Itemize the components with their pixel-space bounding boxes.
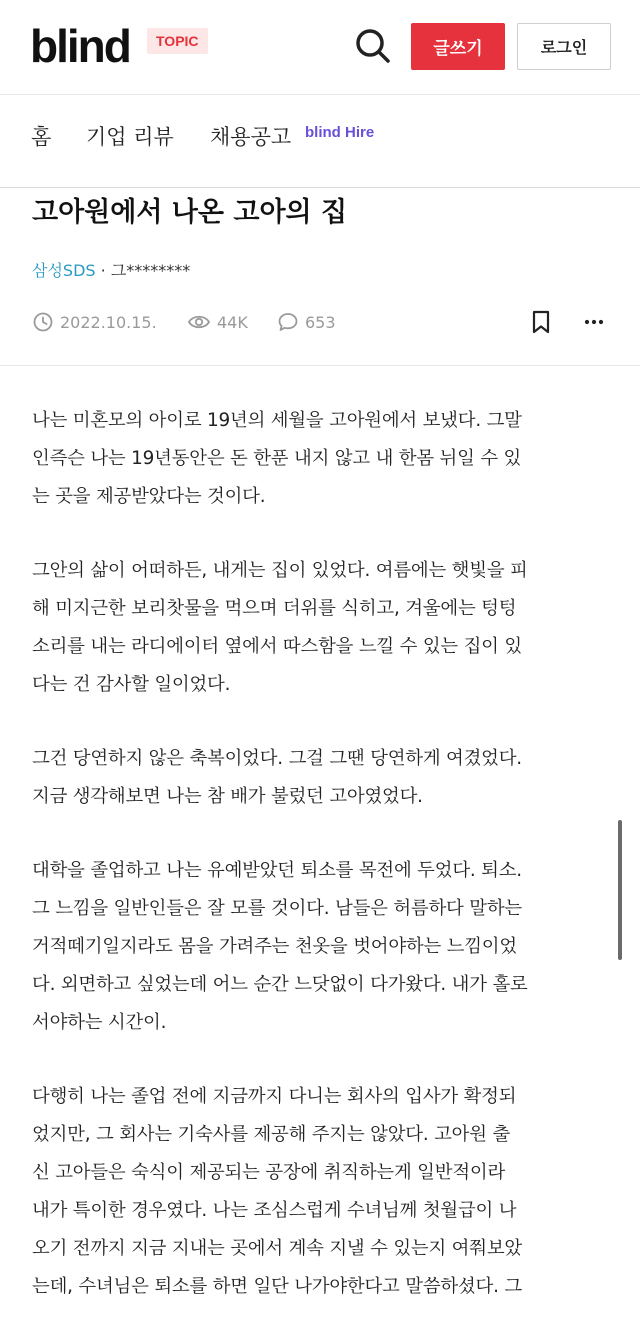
post-line: 인즉슨 나는 19년동안은 돈 한푼 내지 않고 내 한몸 뉘일 수 있 — [32, 448, 522, 469]
topic-badge[interactable]: TOPIC — [147, 28, 208, 54]
post-line: 그안의 삶이 어떠하든, 내게는 집이 있었다. 여름에는 햇빛을 피 — [32, 560, 528, 581]
post-views — [187, 308, 248, 336]
author-separator: · — [95, 261, 111, 280]
post-line: 거적떼기일지라도 몸을 가려주는 천옷을 벗어야하는 느낌이었 — [32, 936, 517, 957]
nav-item-jobs[interactable]: 채용공고 — [210, 125, 292, 149]
blind-hire-tag[interactable]: blind Hire — [305, 124, 375, 141]
post-title: 고아원에서 나온 고아의 집 — [32, 197, 348, 228]
post-line: 다는 건 감사할 일이었다. — [32, 674, 231, 695]
company-link[interactable]: 삼성SDS — [32, 261, 96, 280]
post-paragraph — [32, 1078, 612, 1306]
post-line: 대학을 졸업하고 나는 유예받았던 퇴소를 목전에 두었다. 퇴소. — [32, 860, 522, 881]
post-line: 오기 전까지 지금 지내는 곳에서 계속 지낼 수 있는지 여쭤보았 — [32, 1238, 522, 1259]
comment-icon — [277, 311, 299, 333]
post-comments-text: 653 — [305, 312, 336, 332]
post-paragraph — [32, 402, 612, 516]
post-line: 신 고아들은 숙식이 제공되는 공장에 취직하는게 일반적이라 — [32, 1162, 506, 1183]
post-date — [32, 308, 157, 336]
post-line: 서야하는 시간이. — [32, 1012, 167, 1033]
page-scrollbar[interactable] — [618, 820, 622, 960]
login-button[interactable]: 로그인 — [517, 23, 611, 70]
bookmark-icon[interactable] — [530, 310, 552, 334]
post-date-text: 2022.10.15. — [60, 312, 157, 332]
post-line: 소리를 내는 라디에이터 옆에서 따스함을 느낄 수 있는 집이 있 — [32, 636, 522, 657]
post-line: 는데, 수녀님은 퇴소를 하면 일단 나가야한다고 말씀하셨다. 그 — [32, 1276, 522, 1297]
more-icon[interactable] — [582, 310, 606, 334]
search-icon[interactable] — [354, 27, 392, 65]
post-author-line — [32, 260, 190, 282]
post-paragraph — [32, 852, 612, 1042]
nav-item-company-review[interactable]: 기업 리뷰 — [86, 125, 174, 149]
post-line: 지금 생각해보면 나는 참 배가 불렀던 고아였었다. — [32, 786, 423, 807]
write-button[interactable]: 글쓰기 — [411, 23, 505, 70]
post-line: 다행히 나는 졸업 전에 지금까지 다니는 회사의 입사가 확정되 — [32, 1086, 517, 1107]
blind-logo[interactable]: blind — [30, 20, 130, 72]
eye-icon — [187, 311, 211, 333]
post-line: 었지만, 그 회사는 기숙사를 제공해 주지는 않았다. 고아원 출 — [32, 1124, 511, 1145]
post-line: 그 느낌을 일반인들은 잘 모를 것이다. 남들은 허름하다 말하는 — [32, 898, 522, 919]
nav-item-home[interactable]: 홈 — [31, 125, 52, 149]
post-comments[interactable] — [277, 308, 336, 336]
main-nav — [0, 96, 640, 188]
post-line: 나는 미혼모의 아이로 19년의 세월을 고아원에서 보냈다. 그말 — [32, 410, 522, 431]
post-views-text: 44K — [217, 312, 248, 332]
post-body — [32, 402, 612, 1342]
post-paragraph — [32, 552, 612, 704]
post-line: 는 곳을 제공받았다는 것이다. — [32, 486, 266, 507]
post-line: 내가 특이한 경우였다. 나는 조심스럽게 수녀님께 첫월급이 나 — [32, 1200, 517, 1221]
clock-icon — [32, 311, 54, 333]
post-line: 해 미지근한 보리찻물을 먹으며 더위를 식히고, 겨울에는 텅텅 — [32, 598, 517, 619]
author-name: 그******** — [110, 261, 191, 280]
post-line: 그건 당연하지 않은 축복이었다. 그걸 그땐 당연하게 여겼었다. — [32, 748, 522, 769]
header-divider — [0, 365, 640, 366]
post-line: 다. 외면하고 싶었는데 어느 순간 느닷없이 다가왔다. 내가 홀로 — [32, 974, 528, 995]
top-header — [0, 0, 640, 95]
post-paragraph — [32, 740, 612, 816]
